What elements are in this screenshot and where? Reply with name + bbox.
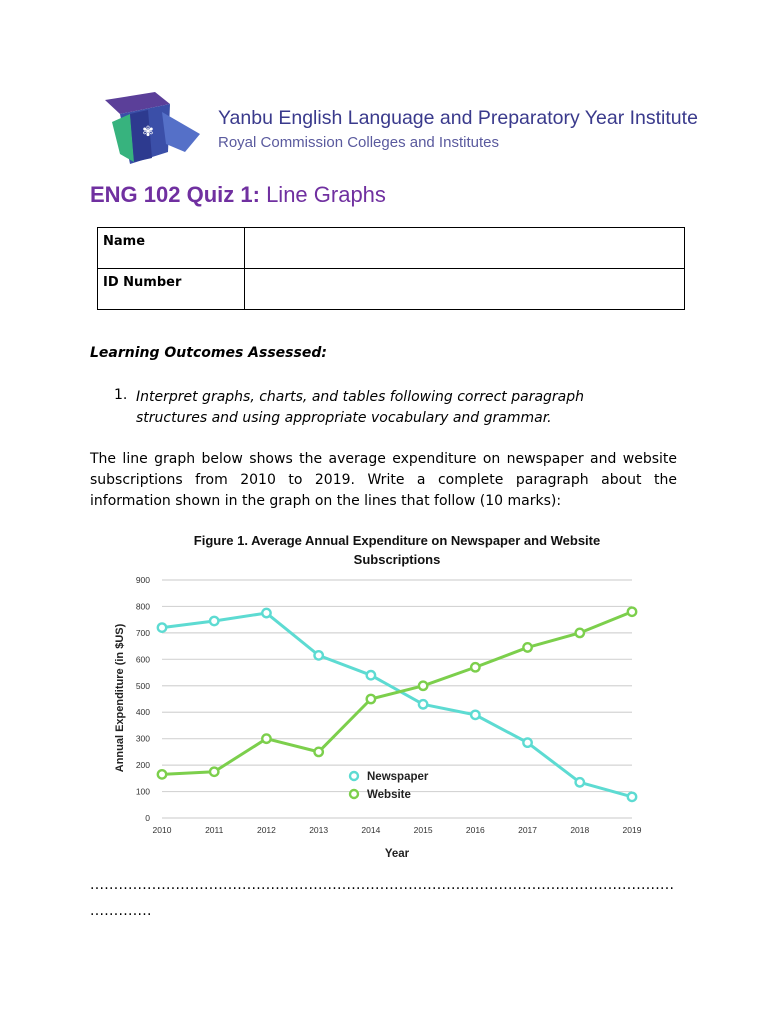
y-tick-label: 700: [135, 627, 150, 638]
website-data-point: [262, 734, 270, 742]
newspaper-data-point: [158, 623, 166, 631]
x-tick-label: 2011: [205, 825, 224, 835]
legend-marker: [350, 772, 358, 780]
newspaper-data-point: [628, 793, 636, 801]
website-data-point: [314, 748, 322, 756]
name-field[interactable]: [245, 228, 685, 269]
x-tick-label: 2010: [152, 825, 172, 835]
quiz-title-rest: Line Graphs: [259, 182, 386, 207]
institute-subtitle: Royal Commission Colleges and Institutes: [218, 134, 499, 151]
y-tick-label: 200: [135, 760, 150, 771]
x-tick-label: 2016: [465, 825, 485, 835]
line-chart: [100, 522, 660, 867]
y-tick-label: 800: [135, 601, 150, 612]
id-number-field[interactable]: [245, 269, 685, 310]
newspaper-data-point: [262, 609, 270, 617]
newspaper-data-point: [419, 700, 427, 708]
y-tick-label: 100: [135, 786, 150, 797]
x-axis-label: Year: [384, 848, 410, 860]
answer-line[interactable]: ...........................................................................................................................: [90, 877, 675, 893]
name-label: Name: [98, 228, 245, 269]
svg-text:✾: ✾: [142, 124, 154, 140]
newspaper-data-point: [210, 617, 218, 625]
website-series-line: [162, 612, 632, 775]
y-tick-label: 0: [145, 813, 150, 823]
y-tick-label: 600: [135, 654, 150, 665]
x-tick-label: 2012: [256, 825, 276, 835]
legend-label: Website: [367, 789, 411, 801]
y-axis-label: Annual Expenditure (in $US): [114, 623, 126, 773]
y-tick-label: 300: [135, 733, 150, 744]
x-tick-label: 2017: [518, 825, 538, 835]
website-data-point: [158, 770, 166, 778]
x-tick-label: 2019: [622, 825, 642, 835]
chart-title-line: Subscriptions: [353, 552, 441, 567]
website-data-point: [419, 682, 427, 690]
y-tick-label: 400: [135, 707, 150, 718]
newspaper-data-point: [367, 671, 375, 679]
institute-logo: [100, 92, 205, 170]
id-number-label: ID Number: [98, 269, 245, 310]
x-tick-label: 2015: [413, 825, 433, 835]
newspaper-series-line: [162, 613, 632, 797]
outcome-number: 1.: [114, 387, 128, 403]
website-data-point: [471, 663, 479, 671]
institute-name: Yanbu English Language and Preparatory Year Institute: [218, 107, 698, 129]
chart-title-line: Figure 1. Average Annual Expenditure on Newspaper and Website: [193, 533, 601, 548]
legend-label: Newspaper: [367, 771, 429, 783]
x-tick-label: 2013: [309, 825, 329, 835]
x-tick-label: 2018: [570, 825, 590, 835]
website-data-point: [210, 768, 218, 776]
newspaper-data-point: [576, 778, 584, 786]
website-data-point: [576, 629, 584, 637]
y-tick-label: 900: [135, 575, 150, 585]
website-data-point: [523, 643, 531, 651]
x-axis-ticks: [153, 825, 642, 835]
x-tick-label: 2014: [361, 825, 381, 835]
website-data-point: [628, 608, 636, 616]
newspaper-data-point: [314, 651, 322, 659]
outcome-text: Interpret graphs, charts, and tables following correct paragraph structures and using appropriate vocabulary and grammar.: [136, 389, 585, 426]
newspaper-data-point: [471, 711, 479, 719]
legend-marker: [350, 790, 358, 798]
y-axis-ticks: [136, 575, 150, 823]
table-row: [98, 269, 685, 310]
table-row: [98, 228, 685, 269]
quiz-title: [90, 182, 386, 208]
quiz-title-bold: ENG 102 Quiz 1:: [90, 182, 260, 207]
student-info-table: [97, 227, 685, 310]
y-tick-label: 500: [135, 680, 150, 691]
answer-line[interactable]: .............: [90, 903, 152, 919]
website-data-point: [367, 695, 375, 703]
newspaper-data-point: [523, 738, 531, 746]
chart-legend: [350, 771, 429, 801]
learning-outcomes-heading: Learning Outcomes Assessed:: [90, 345, 327, 361]
instructions-paragraph: The line graph below shows the average expenditure on newspaper and website subscriptions from 2010 to 2019. Write a complete paragraph about the information shown in the graph on the lines that follow (10 marks):: [90, 451, 677, 509]
chart-title: [194, 533, 600, 567]
